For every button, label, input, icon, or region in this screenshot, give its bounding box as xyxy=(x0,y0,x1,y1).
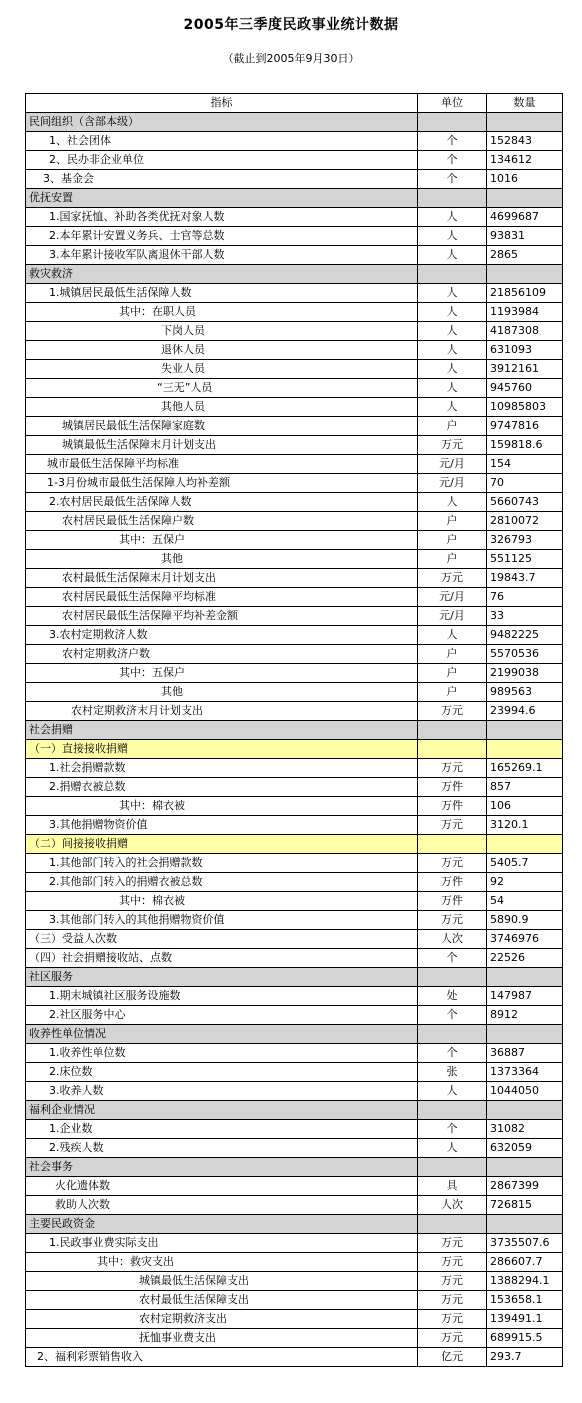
unit-cell: 万元 xyxy=(418,1310,487,1329)
section-header-row xyxy=(26,1101,563,1120)
unit-cell xyxy=(418,113,487,132)
unit-cell xyxy=(418,1215,487,1234)
table-row xyxy=(26,1196,563,1215)
table-row xyxy=(26,398,563,417)
table-row xyxy=(26,607,563,626)
unit-cell: 万元 xyxy=(418,1234,487,1253)
table-row xyxy=(26,702,563,721)
table-row xyxy=(26,1177,563,1196)
indicator-cell: 救灾救济 xyxy=(26,265,418,284)
header-unit: 单位 xyxy=(418,94,487,113)
table-row xyxy=(26,284,563,303)
value-cell: 2865 xyxy=(487,246,563,265)
unit-cell: 元/月 xyxy=(418,588,487,607)
value-cell: 54 xyxy=(487,892,563,911)
value-cell: 1193984 xyxy=(487,303,563,322)
unit-cell xyxy=(418,968,487,987)
unit-cell: 个 xyxy=(418,132,487,151)
table-row xyxy=(26,759,563,778)
value-cell: 2810072 xyxy=(487,512,563,531)
unit-cell: 人次 xyxy=(418,1196,487,1215)
value-cell: 76 xyxy=(487,588,563,607)
unit-cell: 人 xyxy=(418,493,487,512)
indicator-cell: 失业人员 xyxy=(26,360,418,379)
table-row xyxy=(26,1063,563,1082)
value-cell: 632059 xyxy=(487,1139,563,1158)
unit-cell: 户 xyxy=(418,417,487,436)
value-cell: 4699687 xyxy=(487,208,563,227)
value-cell: 2867399 xyxy=(487,1177,563,1196)
table-row xyxy=(26,303,563,322)
value-cell: 23994.6 xyxy=(487,702,563,721)
section-header-row xyxy=(26,189,563,208)
value-cell: 1016 xyxy=(487,170,563,189)
value-cell: 139491.1 xyxy=(487,1310,563,1329)
indicator-cell: 抚恤事业费支出 xyxy=(26,1329,418,1348)
table-row xyxy=(26,341,563,360)
value-cell: 154 xyxy=(487,455,563,474)
section-header-row xyxy=(26,265,563,284)
table-row xyxy=(26,322,563,341)
value-cell: 21856109 xyxy=(487,284,563,303)
value-cell: 726815 xyxy=(487,1196,563,1215)
table-row xyxy=(26,151,563,170)
indicator-cell: 优抚安置 xyxy=(26,189,418,208)
indicator-cell: 2.捐赠衣被总数 xyxy=(26,778,418,797)
unit-cell xyxy=(418,721,487,740)
unit-cell: 万元 xyxy=(418,702,487,721)
value-cell: 92 xyxy=(487,873,563,892)
table-row xyxy=(26,208,563,227)
unit-cell xyxy=(418,740,487,759)
unit-cell: 个 xyxy=(418,151,487,170)
indicator-cell: 3.本年累计接收军队离退休干部人数 xyxy=(26,246,418,265)
indicator-cell: 1.城镇居民最低生活保障人数 xyxy=(26,284,418,303)
table-row xyxy=(26,227,563,246)
unit-cell: 人 xyxy=(418,303,487,322)
value-cell: 9747816 xyxy=(487,417,563,436)
value-cell: 326793 xyxy=(487,531,563,550)
unit-cell xyxy=(418,835,487,854)
value-cell xyxy=(487,265,563,284)
unit-cell: 人 xyxy=(418,341,487,360)
value-cell: 93831 xyxy=(487,227,563,246)
unit-cell xyxy=(418,1025,487,1044)
table-row xyxy=(26,170,563,189)
indicator-cell: 1.国家抚恤、补助各类优抚对象人数 xyxy=(26,208,418,227)
unit-cell: 人 xyxy=(418,379,487,398)
unit-cell: 人 xyxy=(418,398,487,417)
indicator-cell: 2.本年累计安置义务兵、士官等总数 xyxy=(26,227,418,246)
value-cell xyxy=(487,189,563,208)
table-row xyxy=(26,512,563,531)
table-row xyxy=(26,360,563,379)
table-row xyxy=(26,664,563,683)
indicator-cell: 其他 xyxy=(26,683,418,702)
section-header-row xyxy=(26,113,563,132)
indicator-cell: 1.民政事业费实际支出 xyxy=(26,1234,418,1253)
value-cell: 2199038 xyxy=(487,664,563,683)
indicator-cell: 1.其他部门转入的社会捐赠款数 xyxy=(26,854,418,873)
table-row xyxy=(26,911,563,930)
indicator-cell: 收养性单位情况 xyxy=(26,1025,418,1044)
table-row xyxy=(26,873,563,892)
indicator-cell: 1.期末城镇社区服务设施数 xyxy=(26,987,418,1006)
indicator-cell: 2.床位数 xyxy=(26,1063,418,1082)
statistics-table xyxy=(25,93,563,1367)
unit-cell: 个 xyxy=(418,1044,487,1063)
section-header-row xyxy=(26,721,563,740)
indicator-cell: （三）受益人次数 xyxy=(26,930,418,949)
table-row xyxy=(26,645,563,664)
table-row xyxy=(26,1291,563,1310)
table-row xyxy=(26,436,563,455)
indicator-cell: 其中：五保户 xyxy=(26,664,418,683)
subsection-header-row xyxy=(26,835,563,854)
unit-cell: 户 xyxy=(418,683,487,702)
indicator-cell: 社区服务 xyxy=(26,968,418,987)
indicator-cell: 火化遗体数 xyxy=(26,1177,418,1196)
indicator-cell: 城镇居民最低生活保障家庭数 xyxy=(26,417,418,436)
page-subtitle: （截止到2005年9月30日） xyxy=(222,52,360,65)
table-row xyxy=(26,892,563,911)
table-row xyxy=(26,1082,563,1101)
value-cell: 70 xyxy=(487,474,563,493)
unit-cell: 具 xyxy=(418,1177,487,1196)
unit-cell: 个 xyxy=(418,949,487,968)
page-title: 2005年三季度民政事业统计数据 xyxy=(183,17,399,33)
unit-cell: 人 xyxy=(418,208,487,227)
indicator-cell: 农村居民最低生活保障户数 xyxy=(26,512,418,531)
table-row xyxy=(26,132,563,151)
unit-cell: 万元 xyxy=(418,816,487,835)
indicator-cell: 1.社会捐赠款数 xyxy=(26,759,418,778)
table-row xyxy=(26,987,563,1006)
table-row xyxy=(26,778,563,797)
unit-cell: 户 xyxy=(418,512,487,531)
unit-cell: 人 xyxy=(418,1139,487,1158)
indicator-cell: 其中：在职人员 xyxy=(26,303,418,322)
value-cell: 134612 xyxy=(487,151,563,170)
table-row xyxy=(26,1310,563,1329)
table-row xyxy=(26,550,563,569)
value-cell xyxy=(487,1101,563,1120)
unit-cell: 户 xyxy=(418,645,487,664)
value-cell: 4187308 xyxy=(487,322,563,341)
value-cell: 1373364 xyxy=(487,1063,563,1082)
indicator-cell: 其他人员 xyxy=(26,398,418,417)
indicator-cell: 3、基金会 xyxy=(26,170,418,189)
unit-cell: 万件 xyxy=(418,778,487,797)
value-cell: 5405.7 xyxy=(487,854,563,873)
value-cell: 3120.1 xyxy=(487,816,563,835)
unit-cell: 个 xyxy=(418,170,487,189)
value-cell xyxy=(487,1025,563,1044)
indicator-cell: （一）直接接收捐赠 xyxy=(26,740,418,759)
indicator-cell: 城镇最低生活保障末月计划支出 xyxy=(26,436,418,455)
value-cell: 3912161 xyxy=(487,360,563,379)
unit-cell: 万件 xyxy=(418,892,487,911)
indicator-cell: 其中：棉衣被 xyxy=(26,797,418,816)
section-header-row xyxy=(26,968,563,987)
indicator-cell: 福利企业情况 xyxy=(26,1101,418,1120)
indicator-cell: “三无”人员 xyxy=(26,379,418,398)
value-cell: 989563 xyxy=(487,683,563,702)
value-cell: 106 xyxy=(487,797,563,816)
indicator-cell: 下岗人员 xyxy=(26,322,418,341)
indicator-cell: 2、福利彩票销售收入 xyxy=(26,1348,418,1367)
indicator-cell: 3.农村定期救济人数 xyxy=(26,626,418,645)
unit-cell xyxy=(418,265,487,284)
indicator-cell: 3.其他捐赠物资价值 xyxy=(26,816,418,835)
table-row xyxy=(26,1348,563,1367)
value-cell: 689915.5 xyxy=(487,1329,563,1348)
unit-cell: 户 xyxy=(418,664,487,683)
value-cell: 1388294.1 xyxy=(487,1272,563,1291)
table-row xyxy=(26,1006,563,1025)
unit-cell: 人 xyxy=(418,322,487,341)
section-header-row xyxy=(26,1158,563,1177)
indicator-cell: 2.社区服务中心 xyxy=(26,1006,418,1025)
table-row xyxy=(26,246,563,265)
table-header-row xyxy=(26,94,563,113)
unit-cell: 户 xyxy=(418,550,487,569)
value-cell: 33 xyxy=(487,607,563,626)
unit-cell: 万元 xyxy=(418,854,487,873)
indicator-cell: 社会捐赠 xyxy=(26,721,418,740)
table-row xyxy=(26,569,563,588)
unit-cell: 户 xyxy=(418,531,487,550)
value-cell: 5660743 xyxy=(487,493,563,512)
value-cell: 36887 xyxy=(487,1044,563,1063)
indicator-cell: 其中：救灾支出 xyxy=(26,1253,418,1272)
indicator-cell: 1.企业数 xyxy=(26,1120,418,1139)
table-row xyxy=(26,1139,563,1158)
unit-cell: 人 xyxy=(418,1082,487,1101)
unit-cell: 万元 xyxy=(418,1253,487,1272)
value-cell: 945760 xyxy=(487,379,563,398)
unit-cell: 处 xyxy=(418,987,487,1006)
value-cell: 153658.1 xyxy=(487,1291,563,1310)
indicator-cell: 农村定期救济末月计划支出 xyxy=(26,702,418,721)
indicator-cell: 农村最低生活保障支出 xyxy=(26,1291,418,1310)
unit-cell: 万元 xyxy=(418,1272,487,1291)
table-row xyxy=(26,1044,563,1063)
indicator-cell: 民间组织（含部本级） xyxy=(26,113,418,132)
unit-cell: 人 xyxy=(418,360,487,379)
indicator-cell: 城镇最低生活保障支出 xyxy=(26,1272,418,1291)
value-cell: 293.7 xyxy=(487,1348,563,1367)
unit-cell: 万件 xyxy=(418,873,487,892)
table-row xyxy=(26,455,563,474)
unit-cell: 万元 xyxy=(418,759,487,778)
unit-cell: 个 xyxy=(418,1120,487,1139)
indicator-cell: 1.收养性单位数 xyxy=(26,1044,418,1063)
value-cell: 147987 xyxy=(487,987,563,1006)
value-cell: 551125 xyxy=(487,550,563,569)
unit-cell xyxy=(418,1158,487,1177)
indicator-cell: 2.残疾人数 xyxy=(26,1139,418,1158)
indicator-cell: 救助人次数 xyxy=(26,1196,418,1215)
value-cell: 631093 xyxy=(487,341,563,360)
indicator-cell: 主要民政资金 xyxy=(26,1215,418,1234)
value-cell: 286607.7 xyxy=(487,1253,563,1272)
unit-cell: 万元 xyxy=(418,1291,487,1310)
table-row xyxy=(26,683,563,702)
table-row xyxy=(26,588,563,607)
indicator-cell: 1、社会团体 xyxy=(26,132,418,151)
unit-cell: 元/月 xyxy=(418,455,487,474)
table-row xyxy=(26,1272,563,1291)
table-row xyxy=(26,417,563,436)
table-row xyxy=(26,1253,563,1272)
table-row xyxy=(26,816,563,835)
indicator-cell: 3.收养人数 xyxy=(26,1082,418,1101)
table-row xyxy=(26,1234,563,1253)
indicator-cell: 其他 xyxy=(26,550,418,569)
value-cell: 8912 xyxy=(487,1006,563,1025)
indicator-cell: 3.其他部门转入的其他捐赠物资价值 xyxy=(26,911,418,930)
value-cell: 5570536 xyxy=(487,645,563,664)
value-cell: 22526 xyxy=(487,949,563,968)
value-cell: 31082 xyxy=(487,1120,563,1139)
indicator-cell: 其中：棉衣被 xyxy=(26,892,418,911)
unit-cell: 元/月 xyxy=(418,474,487,493)
table-row xyxy=(26,531,563,550)
indicator-cell: （二）间接接收捐赠 xyxy=(26,835,418,854)
indicator-cell: 农村居民最低生活保障平均补差金额 xyxy=(26,607,418,626)
section-header-row xyxy=(26,1215,563,1234)
unit-cell: 万元 xyxy=(418,911,487,930)
value-cell: 165269.1 xyxy=(487,759,563,778)
table-row xyxy=(26,1120,563,1139)
value-cell xyxy=(487,740,563,759)
table-row xyxy=(26,626,563,645)
unit-cell: 人 xyxy=(418,284,487,303)
unit-cell: 人 xyxy=(418,246,487,265)
header-value: 数量 xyxy=(487,94,563,113)
value-cell xyxy=(487,721,563,740)
unit-cell: 亿元 xyxy=(418,1348,487,1367)
indicator-cell: 农村最低生活保障末月计划支出 xyxy=(26,569,418,588)
value-cell xyxy=(487,113,563,132)
value-cell: 152843 xyxy=(487,132,563,151)
indicator-cell: 其中：五保户 xyxy=(26,531,418,550)
value-cell: 19843.7 xyxy=(487,569,563,588)
value-cell: 3746976 xyxy=(487,930,563,949)
indicator-cell: 社会事务 xyxy=(26,1158,418,1177)
unit-cell xyxy=(418,189,487,208)
unit-cell: 人 xyxy=(418,626,487,645)
table-row xyxy=(26,949,563,968)
unit-cell: 万元 xyxy=(418,569,487,588)
table-row xyxy=(26,379,563,398)
unit-cell: 万元 xyxy=(418,1329,487,1348)
unit-cell: 万件 xyxy=(418,797,487,816)
table-row xyxy=(26,797,563,816)
unit-cell: 万元 xyxy=(418,436,487,455)
value-cell: 3735507.6 xyxy=(487,1234,563,1253)
indicator-cell: 2.其他部门转入的捐赠衣被总数 xyxy=(26,873,418,892)
subsection-header-row xyxy=(26,740,563,759)
unit-cell: 人 xyxy=(418,227,487,246)
indicator-cell: （四）社会捐赠接收站、点数 xyxy=(26,949,418,968)
indicator-cell: 农村定期救济支出 xyxy=(26,1310,418,1329)
indicator-cell: 2、民办非企业单位 xyxy=(26,151,418,170)
value-cell: 159818.6 xyxy=(487,436,563,455)
indicator-cell: 农村居民最低生活保障平均标准 xyxy=(26,588,418,607)
unit-cell xyxy=(418,1101,487,1120)
value-cell: 5890.9 xyxy=(487,911,563,930)
value-cell: 1044050 xyxy=(487,1082,563,1101)
unit-cell: 个 xyxy=(418,1006,487,1025)
value-cell xyxy=(487,1215,563,1234)
indicator-cell: 农村定期救济户数 xyxy=(26,645,418,664)
indicator-cell: 退休人员 xyxy=(26,341,418,360)
table-body xyxy=(26,113,563,1367)
table-row xyxy=(26,854,563,873)
table-row xyxy=(26,930,563,949)
value-cell: 10985803 xyxy=(487,398,563,417)
value-cell xyxy=(487,1158,563,1177)
indicator-cell: 1-3月份城市最低生活保障人均补差额 xyxy=(26,474,418,493)
header-indicator: 指标 xyxy=(26,94,418,113)
section-header-row xyxy=(26,1025,563,1044)
unit-cell: 张 xyxy=(418,1063,487,1082)
value-cell: 857 xyxy=(487,778,563,797)
indicator-cell: 2.农村居民最低生活保障人数 xyxy=(26,493,418,512)
table-row xyxy=(26,474,563,493)
indicator-cell: 城市最低生活保障平均标准 xyxy=(26,455,418,474)
table-row xyxy=(26,493,563,512)
value-cell xyxy=(487,968,563,987)
unit-cell: 元/月 xyxy=(418,607,487,626)
value-cell: 9482225 xyxy=(487,626,563,645)
value-cell xyxy=(487,835,563,854)
unit-cell: 人次 xyxy=(418,930,487,949)
table-row xyxy=(26,1329,563,1348)
